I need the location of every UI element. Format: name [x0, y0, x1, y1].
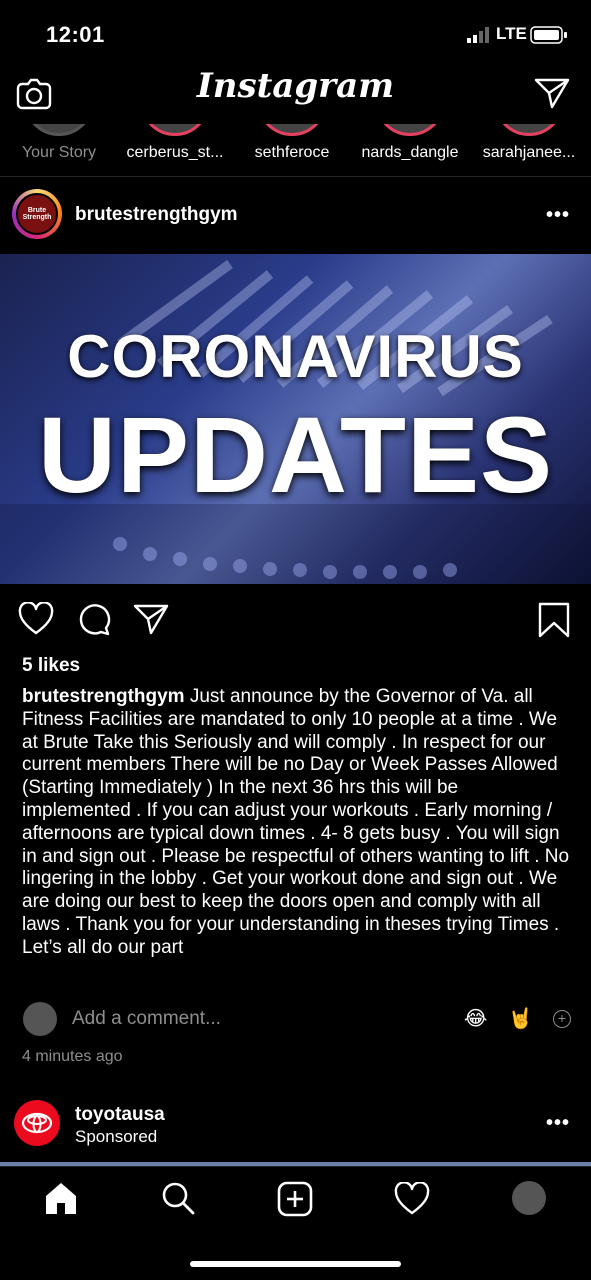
story-name: cerberus_st...: [126, 144, 224, 161]
more-options-icon[interactable]: •••: [546, 204, 571, 226]
bookmark-icon[interactable]: [538, 602, 570, 638]
story-avatar: [257, 124, 327, 136]
post-username[interactable]: brutestrengthgym: [75, 204, 238, 225]
sponsored-username[interactable]: toyotausa: [75, 1104, 165, 1125]
story-item[interactable]: [237, 124, 347, 162]
story-name: sethferoce: [254, 144, 330, 161]
story-avatar: [375, 124, 445, 136]
instagram-logo: Instagram: [196, 66, 395, 106]
story-avatar: [140, 124, 210, 136]
add-comment-input[interactable]: Add a comment...: [72, 1008, 221, 1029]
post-timestamp: 4 minutes ago: [22, 1048, 123, 1065]
add-emoji-icon[interactable]: +: [553, 1010, 571, 1028]
more-options-icon[interactable]: •••: [546, 1112, 571, 1134]
rock-on-emoji-button[interactable]: 🤘: [508, 1008, 533, 1030]
story-item[interactable]: [355, 124, 465, 162]
laughing-emoji-button[interactable]: 😂: [464, 1008, 488, 1030]
story-item[interactable]: [4, 124, 114, 162]
activity-heart-icon[interactable]: [394, 1182, 430, 1216]
network-label: LTE: [496, 24, 527, 43]
toyota-logo-icon: [14, 1100, 60, 1146]
new-post-icon[interactable]: [277, 1181, 313, 1217]
story-name: sarahjanee...: [482, 144, 576, 161]
search-icon[interactable]: [160, 1180, 196, 1216]
story-name: nards_dangle: [361, 144, 459, 161]
current-user-avatar: [23, 1002, 57, 1036]
paper-plane-icon[interactable]: [534, 77, 570, 109]
like-heart-icon[interactable]: [18, 602, 54, 636]
stories-tray: [0, 124, 591, 177]
story-avatar: [494, 124, 564, 136]
profile-avatar[interactable]: [512, 1181, 546, 1215]
story-avatar: [24, 124, 94, 136]
home-icon[interactable]: [43, 1180, 79, 1216]
home-indicator: [190, 1261, 401, 1267]
post-author-avatar[interactable]: [12, 189, 62, 239]
post-caption: [22, 686, 572, 960]
image-headline-line2: UPDATES: [37, 394, 554, 515]
story-item[interactable]: [120, 124, 230, 162]
comment-icon[interactable]: [77, 603, 111, 637]
signal-icon: [467, 27, 493, 43]
battery-icon: [530, 26, 568, 44]
caption-text: Just announce by the Governor of Va. all Fitness Facilities are mandated to only 10 people at a time . We at Brute Take this Seriously and will comply . In respect for our current members There will be no Day or Week Passes Allowed (Starting Immediately ) In the next 36 hrs this will be implemented . If you can adjust your workouts . Early morning / afternoons are typical down times . 4- 8 gets busy . You will sign in and sign out . Please be respectful of others wanting to lift . No lingering in the lobby . Get your workout done and sign out . We are doing our best to keep the doors open and comply with all laws . Thank you for your understanding in theses trying Times . Let’s all do our part: [22, 686, 570, 958]
story-item[interactable]: [474, 124, 584, 162]
image-headline-line1: CORONAVIRUS: [67, 323, 524, 390]
sponsored-label: Sponsored: [75, 1127, 158, 1146]
story-name: Your Story: [21, 144, 97, 161]
caption-username[interactable]: brutestrengthgym: [22, 686, 185, 707]
share-icon[interactable]: [133, 603, 169, 635]
likes-count[interactable]: 5 likes: [22, 655, 81, 676]
brute-strength-logo: Brute Strength: [16, 193, 58, 235]
status-time: 12:01: [46, 22, 105, 47]
toyota-avatar[interactable]: [14, 1100, 60, 1146]
